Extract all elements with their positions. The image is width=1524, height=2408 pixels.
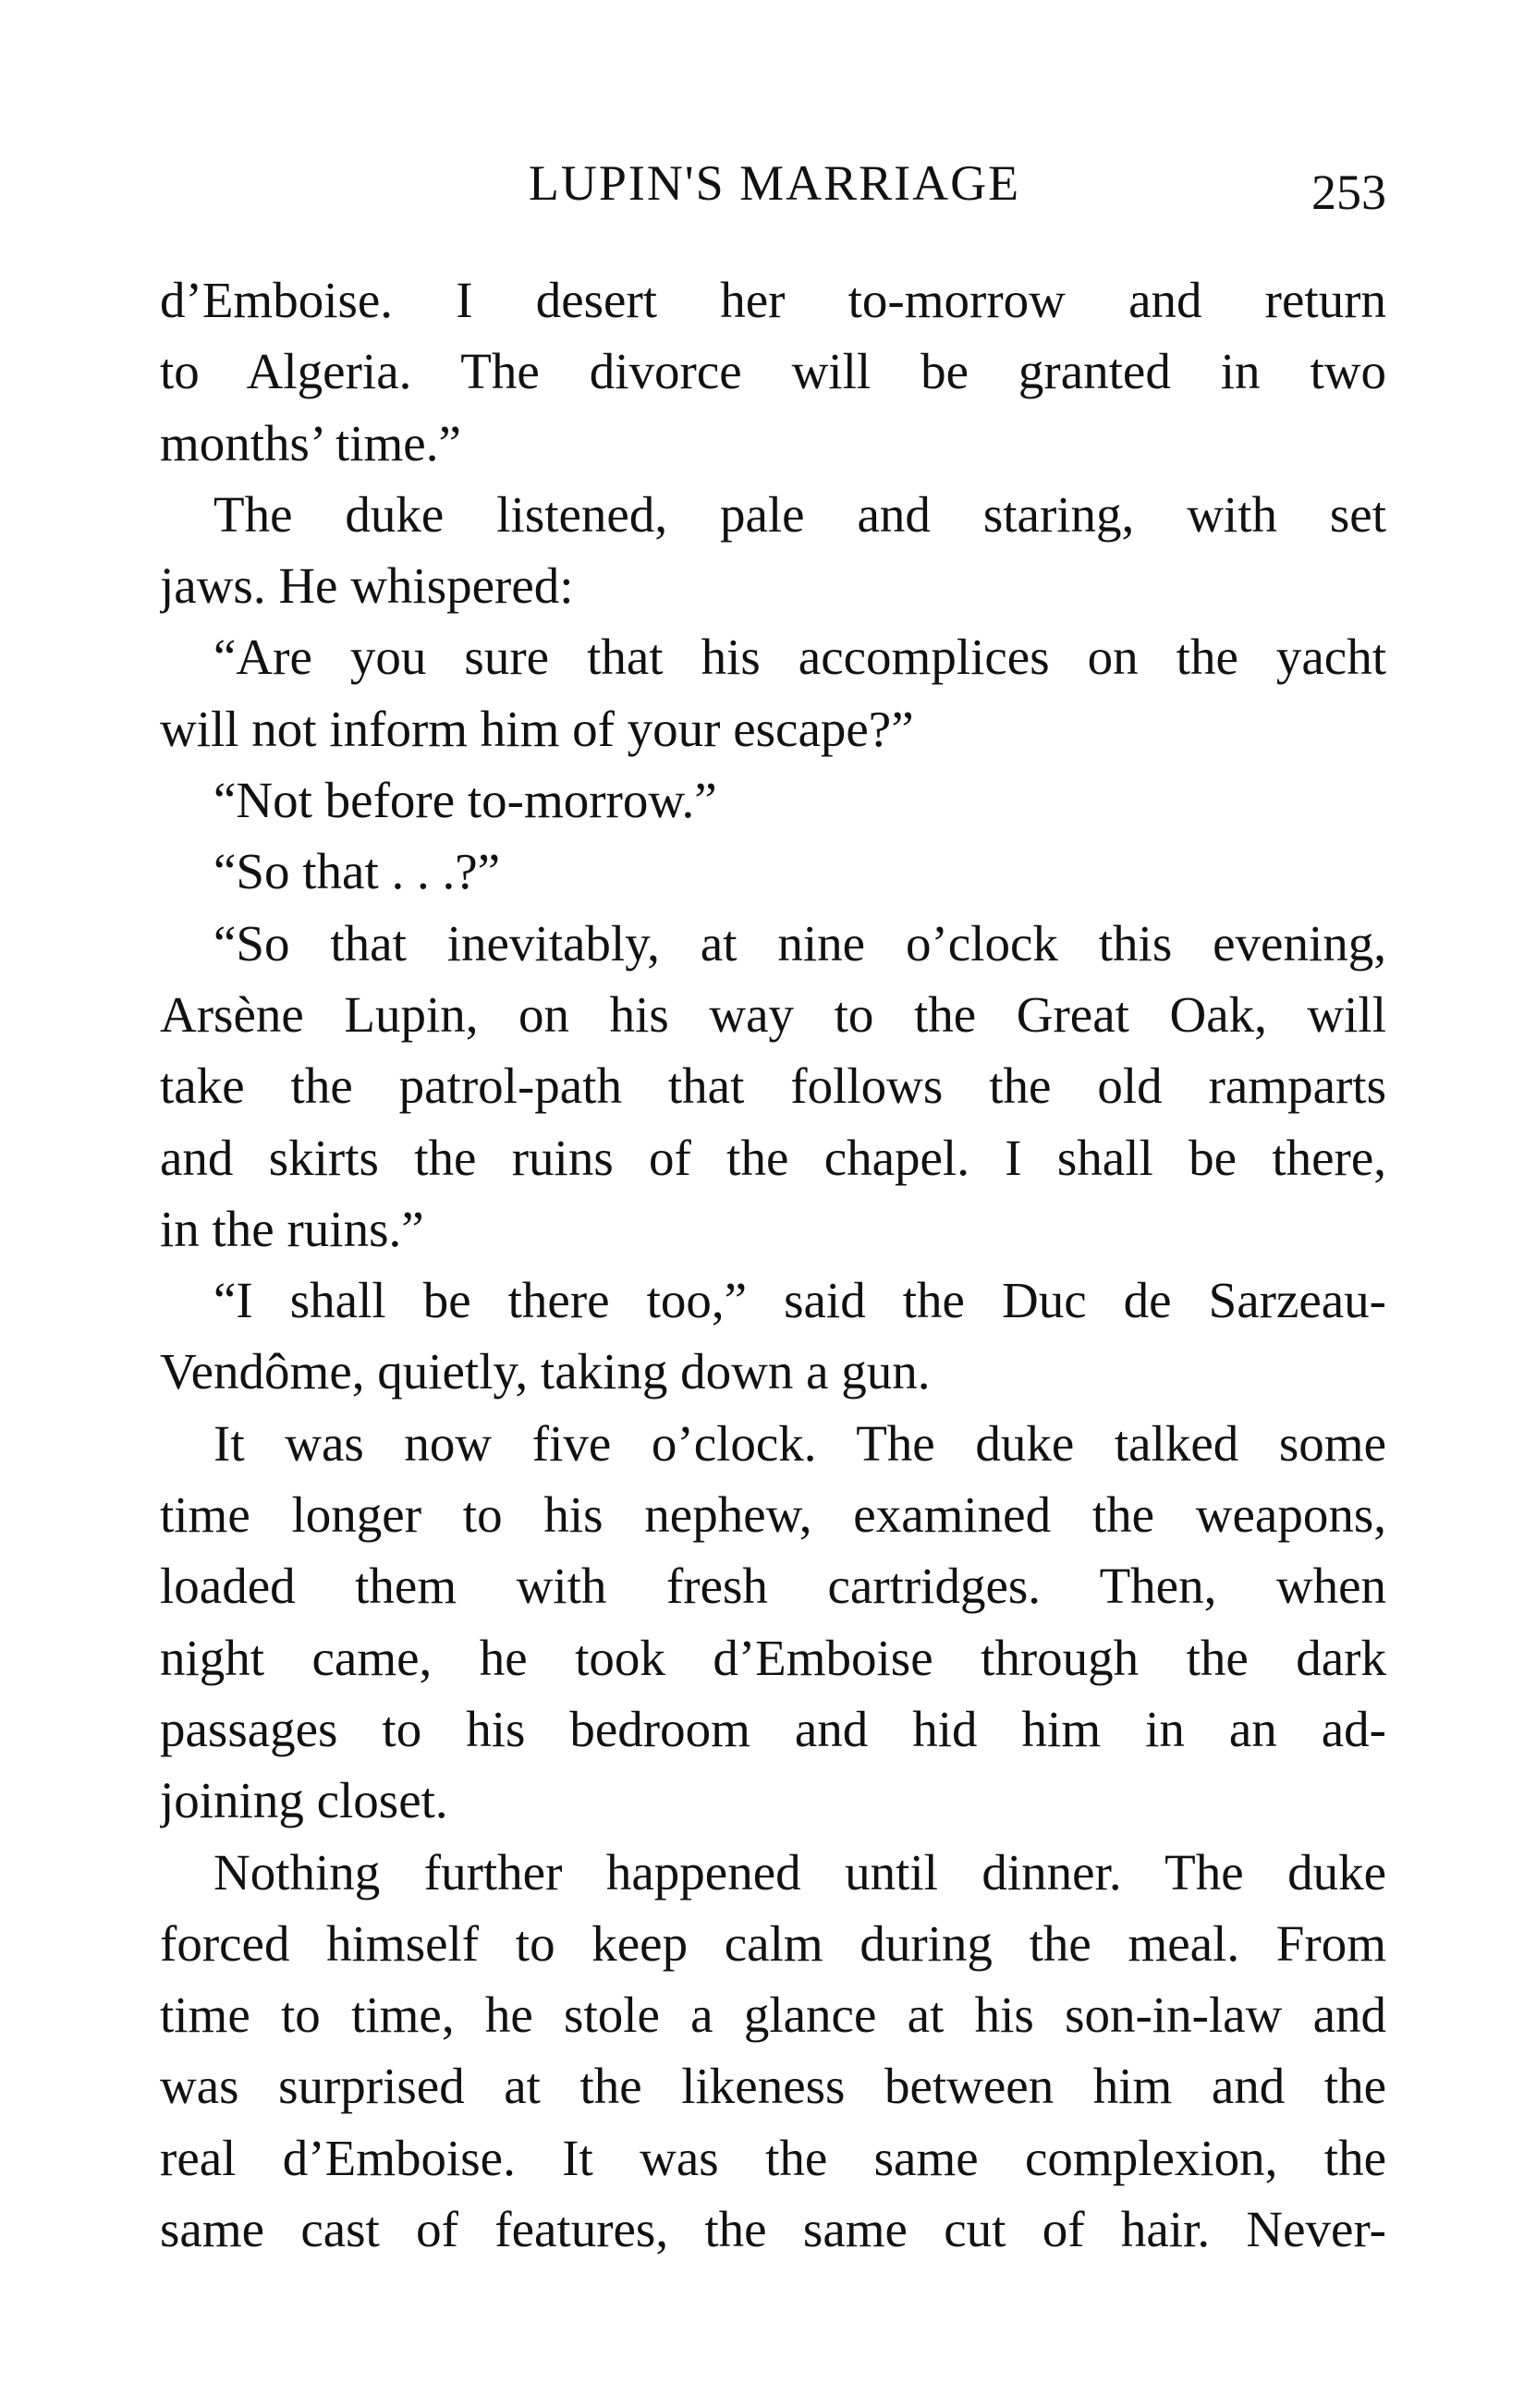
text-line: Nothing further happened until dinner. The duke xyxy=(213,1843,1386,1901)
text-line: “I shall be there too,” said the Duc de Sarzeau- xyxy=(213,1272,1386,1329)
text-line: jaws. He whispered: xyxy=(160,557,574,615)
text-line: night came, he took d’Emboise through the dark xyxy=(160,1629,1386,1686)
text-line: Arsène Lupin, on his way to the Great Oak, will xyxy=(160,985,1386,1043)
text-line: same cast of features, the same cut of hair. Never- xyxy=(160,2201,1386,2258)
text-line: d’Emboise. I desert her to-morrow and return xyxy=(160,272,1386,328)
text-line: real d’Emboise. It was the same complexion, the xyxy=(160,2129,1386,2186)
body-text xyxy=(160,264,1386,2265)
text-line: was surprised at the likeness between him and the xyxy=(160,2058,1386,2115)
text-line: Vendôme, quietly, taking down a gun. xyxy=(160,1343,931,1400)
text-line: forced himself to keep calm during the meal. From xyxy=(160,1914,1386,1972)
text-line: to Algeria. The divorce will be granted in two xyxy=(160,343,1386,400)
text-line: The duke listened, pale and staring, with set xyxy=(213,485,1386,543)
text-line: and skirts the ruins of the chapel. I shall be there, xyxy=(160,1129,1386,1186)
text-line: take the patrol-path that follows the old ramparts xyxy=(160,1057,1386,1115)
text-line: “Not before to-morrow.” xyxy=(213,772,717,829)
text-line: time to time, he stole a glance at his son-in-law and xyxy=(160,1986,1386,2044)
page-number: 253 xyxy=(1311,165,1386,220)
text-line: time longer to his nephew, examined the weapons, xyxy=(160,1486,1386,1544)
text-line: “So that . . .?” xyxy=(213,843,501,900)
text-line: It was now five o’clock. The duke talked some xyxy=(213,1414,1386,1472)
text-line: “So that inevitably, at nine o’clock this evening, xyxy=(213,914,1386,972)
text-line: loaded them with fresh cartridges. Then, when xyxy=(160,1558,1386,1615)
text-line: in the ruins.” xyxy=(160,1200,424,1257)
text-line: will not inform him of your escape?” xyxy=(160,700,914,757)
text-line: passages to his bedroom and hid him in an ad- xyxy=(160,1700,1386,1757)
text-line: months’ time.” xyxy=(160,414,461,471)
text-line: joining closet. xyxy=(160,1772,448,1829)
running-header: LUPIN'S MARRIAGE xyxy=(528,155,1021,211)
text-line: “Are you sure that his accomplices on the yacht xyxy=(213,629,1386,686)
